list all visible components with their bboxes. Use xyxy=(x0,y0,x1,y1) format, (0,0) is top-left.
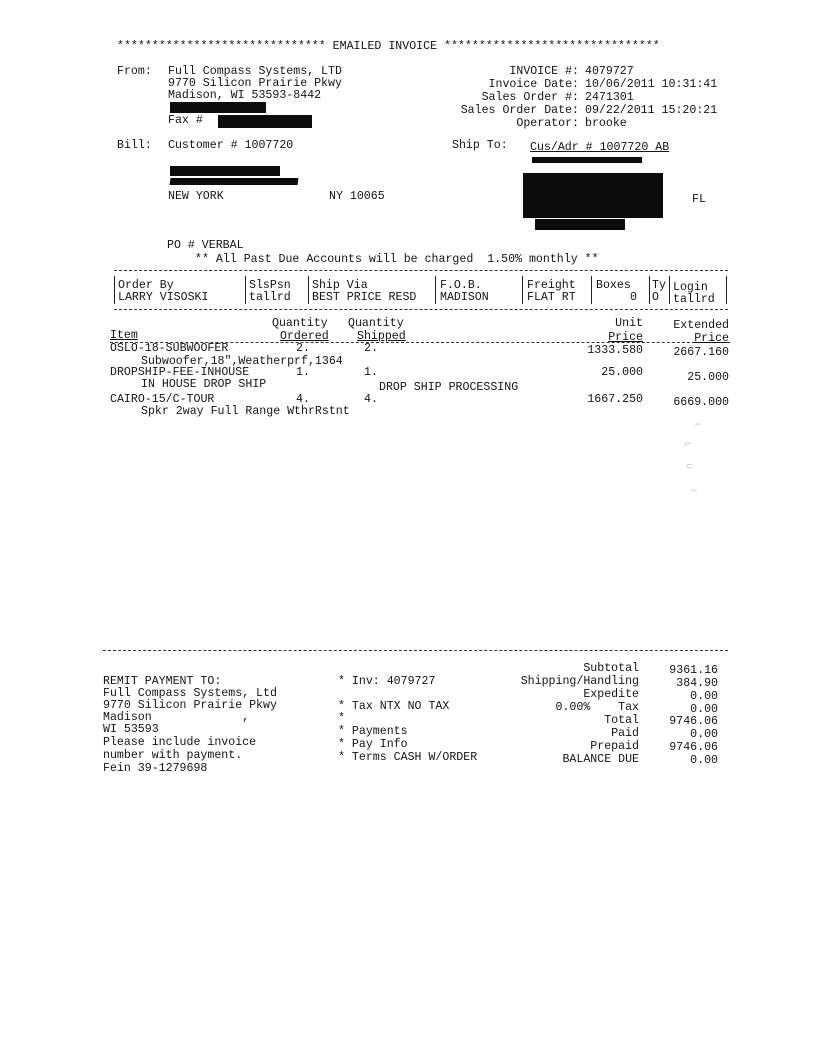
shipping-value: 384.90 xyxy=(676,677,718,690)
remit-company: Full Compass Systems, Ltd xyxy=(103,687,277,700)
total-label: Total xyxy=(604,714,639,727)
item-unit-price: 1667.250 xyxy=(587,393,643,406)
boxes-value: 0 xyxy=(630,291,637,304)
extended-price-header: Price xyxy=(694,332,729,345)
order-by-value: LARRY VISOSKI xyxy=(118,291,209,304)
sales-order-date-value: 09/22/2011 15:20:21 xyxy=(585,104,718,117)
from-street: 9770 Silicon Prairie Pkwy xyxy=(168,77,342,90)
ty-header: Ty xyxy=(652,279,666,292)
bill-customer-number: Customer # 1007720 xyxy=(168,139,294,152)
item-qty-ordered: 2. xyxy=(296,342,310,355)
ship-via-header: Ship Via xyxy=(312,279,368,292)
unit-price-header: Price xyxy=(608,331,643,344)
order-by-header: Order By xyxy=(118,279,174,292)
past-due-notice: ** All Past Due Accounts will be charged 1.50% monthly ** xyxy=(195,253,599,266)
login-value: tallrd xyxy=(673,293,715,306)
redacted-ship-address xyxy=(523,173,663,218)
slspsn-header: SlsPsn xyxy=(249,279,291,292)
shipping-label: Shipping/Handling xyxy=(520,675,639,688)
item-qty-shipped: 4. xyxy=(364,393,378,406)
item-note: DROP SHIP PROCESSING xyxy=(379,381,519,394)
qty-shipped-header-top: Quantity xyxy=(348,317,404,330)
ship-state: FL xyxy=(692,193,706,206)
redacted-bill-street xyxy=(170,178,299,185)
invoice-date-label: Invoice Date: xyxy=(488,78,579,91)
bill-label: Bill: xyxy=(117,139,152,152)
unit-price-header-top: Unit xyxy=(615,317,643,330)
emailed-invoice-banner: ****************************** EMAILED INVOICE ******************************* xyxy=(117,40,660,53)
item-qty-ordered: 4. xyxy=(296,393,310,406)
ship-via-value: BEST PRICE RESD xyxy=(312,291,417,304)
order-col-divider xyxy=(649,276,650,304)
terms-note: * Terms CASH W/ORDER xyxy=(338,751,478,764)
scan-artifact: ⊂ xyxy=(686,462,694,472)
fein-number: Fein 39-1279698 xyxy=(103,762,208,775)
item-qty-ordered: 1. xyxy=(296,366,310,379)
bill-state-zip: NY 10065 xyxy=(329,190,385,203)
item-description: IN HOUSE DROP SHIP xyxy=(141,378,267,391)
ty-value: O xyxy=(652,291,659,304)
subtotal-value: 9361.16 xyxy=(669,664,718,677)
remit-instruction-1: Please include invoice xyxy=(103,736,257,749)
item-qty-shipped: 2. xyxy=(364,342,378,355)
redacted-ship-city xyxy=(535,219,625,230)
scan-artifact: ⌐ xyxy=(684,440,692,450)
sales-order-value: 2471301 xyxy=(585,91,634,104)
order-table-top-rule xyxy=(114,270,728,271)
payments-note: * Payments xyxy=(338,725,408,738)
ship-customer-address: Cus/Adr # 1007720 AB xyxy=(530,141,670,154)
from-city: Madison, WI 53593-8442 xyxy=(168,89,322,102)
order-col-divider xyxy=(522,276,523,304)
invoice-date-value: 10/06/2011 10:31:41 xyxy=(585,78,718,91)
qty-ordered-header: Ordered xyxy=(280,330,329,343)
operator-value: brooke xyxy=(585,117,627,130)
balance-due-label: BALANCE DUE xyxy=(562,753,639,766)
slspsn-value: tallrd xyxy=(249,291,291,304)
item-code: CAIRO-15/C-TOUR xyxy=(110,393,215,406)
ship-to-label: Ship To: xyxy=(452,139,508,152)
expedite-value: 0.00 xyxy=(690,690,718,703)
order-col-divider xyxy=(245,276,246,304)
paid-label: Paid xyxy=(611,727,639,740)
item-header: Item xyxy=(110,329,138,342)
redacted-ship-name xyxy=(532,157,642,163)
fob-header: F.O.B. xyxy=(440,279,482,292)
footer-rule xyxy=(103,650,728,651)
expedite-label: Expedite xyxy=(583,688,639,701)
item-unit-price: 25.000 xyxy=(601,366,643,379)
login-header: Login xyxy=(673,281,708,294)
bill-city: NEW YORK xyxy=(168,190,224,203)
extended-price-header-top: Extended xyxy=(673,319,729,332)
boxes-header: Boxes xyxy=(596,279,631,292)
order-col-divider xyxy=(114,276,115,304)
order-col-divider xyxy=(726,276,727,304)
item-description: Subwoofer,18",Weatherprf,1364 xyxy=(141,355,343,368)
operator-label: Operator: xyxy=(516,117,579,130)
item-description: Spkr 2way Full Range WthrRstnt xyxy=(141,405,350,418)
blank-note: * xyxy=(338,712,345,725)
subtotal-label: Subtotal xyxy=(583,662,639,675)
redacted-bill-name xyxy=(170,166,280,176)
freight-value: FLAT RT xyxy=(527,291,576,304)
item-code: OSLO-18-SUBWOOFER xyxy=(110,342,229,355)
scan-artifact: ~ xyxy=(694,420,702,430)
po-number: PO # VERBAL xyxy=(167,239,244,252)
qty-shipped-header: Shipped xyxy=(357,330,406,343)
pay-info-note: * Pay Info xyxy=(338,738,408,751)
total-value: 9746.06 xyxy=(669,715,718,728)
order-table-bottom-rule xyxy=(114,309,728,310)
remit-label: REMIT PAYMENT TO: xyxy=(103,675,222,688)
tax-note: * Tax NTX NO TAX xyxy=(338,700,450,713)
remit-city: Madison , xyxy=(103,711,250,724)
invoice-number-label: INVOICE #: xyxy=(509,65,579,78)
balance-due-value: 0.00 xyxy=(690,754,718,767)
item-qty-shipped: 1. xyxy=(364,366,378,379)
invoice-number-value: 4079727 xyxy=(585,65,634,78)
item-code: DROPSHIP-FEE-INHOUSE xyxy=(110,366,250,379)
from-company: Full Compass Systems, LTD xyxy=(168,65,342,78)
remit-state-zip: WI 53593 xyxy=(103,723,159,736)
remit-street: 9770 Silicon Prairie Pkwy xyxy=(103,699,277,712)
order-col-divider xyxy=(591,276,592,304)
item-extended-price: 2667.160 xyxy=(673,346,729,359)
paid-value: 0.00 xyxy=(690,728,718,741)
tax-label: 0.00% Tax xyxy=(555,701,639,714)
prepaid-value: 9746.06 xyxy=(669,741,718,754)
freight-header: Freight xyxy=(527,279,576,292)
remit-instruction-2: number with payment. xyxy=(103,749,243,762)
sales-order-label: Sales Order #: xyxy=(481,91,579,104)
prepaid-label: Prepaid xyxy=(590,740,639,753)
fax-label: Fax # xyxy=(168,114,203,127)
qty-ordered-header-top: Quantity xyxy=(272,317,328,330)
order-col-divider xyxy=(308,276,309,304)
item-extended-price: 6669.000 xyxy=(673,396,729,409)
item-unit-price: 1333.580 xyxy=(587,344,643,357)
order-col-divider xyxy=(669,276,670,304)
inv-note: * Inv: 4079727 xyxy=(338,675,436,688)
tax-value: 0.00 xyxy=(690,703,718,716)
redacted-phone xyxy=(170,102,266,113)
redacted-fax xyxy=(218,115,312,128)
scan-artifact: ∽ xyxy=(690,486,698,496)
from-label: From: xyxy=(117,65,152,78)
sales-order-date-label: Sales Order Date: xyxy=(460,104,579,117)
fob-value: MADISON xyxy=(440,291,489,304)
order-col-divider xyxy=(435,276,436,304)
item-extended-price: 25.000 xyxy=(687,371,729,384)
